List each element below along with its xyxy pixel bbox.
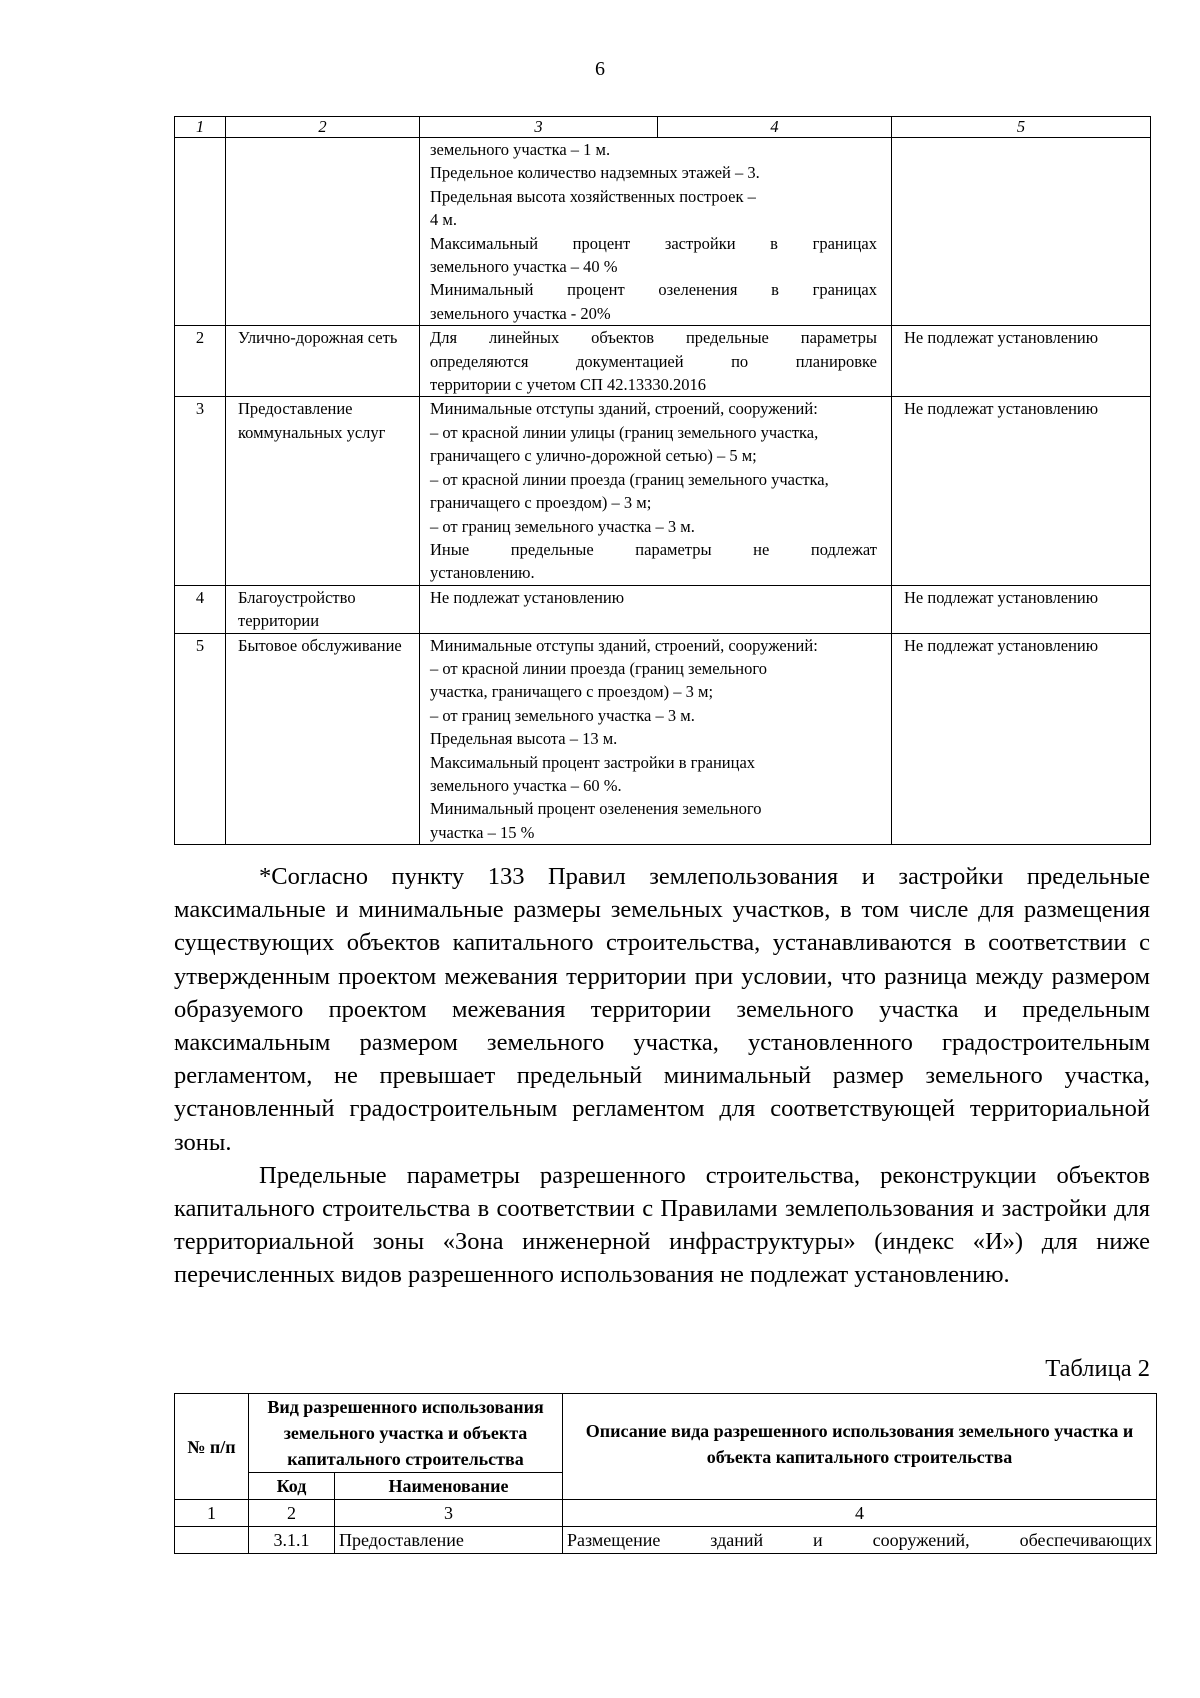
parameter-line: земельного участка – 60 %. [430,775,622,795]
parameter-line: участка – 15 % [430,822,535,842]
permitted-use-table [174,1393,1157,1554]
parameter-line: Предельное количество надземных этажей – 3. [430,163,760,183]
table2-num-3: 3 [335,1500,563,1527]
parameter-line: Минимальные отступы зданий, строений, сооружений: [430,635,818,655]
parameter-line: определяются документацией по планировке [430,351,877,371]
header-cell-4-text: 4 [770,117,779,136]
col-desc-header: Описание вида разрешенного использования земельного участка и объекта капитального строительства [563,1394,1157,1500]
parameter-line: – от красной линии улицы (границ земельного участка, [430,422,819,442]
parameter-line: – от красной линии проезда (границ земельного участка, [430,469,829,489]
parameter-line: Для линейных объектов предельные параметры [430,328,877,348]
parameters-table [174,116,1151,845]
parameter-line: Минимальный процент озеленения земельного [430,799,762,819]
row-use-name: Бытовое обслуживание [226,633,420,845]
table2-row-num [175,1527,249,1554]
table-row [175,138,1151,326]
table2-number-row [175,1500,1157,1527]
parameter-line: Максимальный процент застройки в границах [430,233,877,253]
col-group-header: Вид разрешенного использования земельного участка и объекта капитального строительства [249,1394,563,1473]
row-use-name: Предоставление коммунальных услуг [226,397,420,585]
table2-row-desc: Размещение зданий и сооружений, обеспечивающих [563,1527,1157,1554]
page-number: 6 [595,58,605,80]
parameter-line: – от границ земельного участка – 3 м. [430,516,695,536]
row-number: 2 [175,326,226,397]
table2-row-code: 3.1.1 [249,1527,335,1554]
parameter-line: – от границ земельного участка – 3 м. [430,705,695,725]
row-parameters [420,326,892,397]
parameter-line: – от красной линии проезда (границ земельного [430,658,767,678]
parameter-line: земельного участка - 20% [430,303,611,323]
parameter-line: земельного участка – 40 % [430,257,618,277]
table-row [175,326,1151,397]
row-number: 5 [175,633,226,845]
parameter-line: участка, граничащего с проездом) – 3 м; [430,682,714,702]
table-row [175,585,1151,633]
parameter-line: территории с учетом СП 42.13330.2016 [430,375,707,395]
table-row [175,633,1151,845]
parameter-line: установлению. [430,563,535,583]
parameter-line: Предельная высота хозяйственных построек – [430,186,756,206]
table2-row-name: Предоставление [335,1527,563,1554]
header-cell-2: 2 [226,117,420,138]
parameter-line: 4 м. [430,210,457,230]
parameter-line: граничащего с улично-дорожной сетью) – 5 м; [430,446,757,466]
parameter-line: Иные предельные параметры не подлежат [430,539,877,559]
header-cell-3-text: 3 [420,117,658,137]
row-parameters [420,397,892,585]
row-parameters [420,585,892,633]
row-col5: Не подлежат установлению [892,397,1151,585]
header-cell-5: 5 [892,117,1151,138]
row-use-name [226,138,420,326]
parameter-line: Минимальный процент озеленения в границах [430,280,877,300]
paragraph-limits: Предельные параметры разрешенного строительства, реконструкции объектов капитального строительства в соответствии с Правилами землепользования и застройки для территориальной зоны «Зона инженерной инфраструктуры» (индекс «И») для ниже перечисленных видов разрешенного использования не подлежат установлению. [174,1161,1150,1289]
row-number: 4 [175,585,226,633]
table-row [175,1527,1157,1554]
row-col5: Не подлежат установлению [892,326,1151,397]
row-col5: Не подлежат установлению [892,633,1151,845]
table2-num-2: 2 [249,1500,335,1527]
body-text [174,860,1150,1292]
col-num-header: № п/п [175,1394,249,1500]
table2-header-row [175,1394,1157,1473]
table-row [175,397,1151,585]
row-use-name: Благоустройство территории [226,585,420,633]
parameter-line: Минимальные отступы зданий, строений, сооружений: [430,399,818,419]
row-parameters [420,138,892,326]
row-col5: Не подлежат установлению [892,585,1151,633]
row-number: 3 [175,397,226,585]
table2-num-4: 4 [563,1500,1157,1527]
parameter-line: земельного участка – 1 м. [430,140,611,159]
paragraph-note: *Согласно пункту 133 Правил землепользования и застройки предельные максимальные и минимальные размеры земельных участков, в том числе для размещения существующих объектов капитального строительства, устанавливаются в соответствии с утвержденным проектом межевания территории при условии, что разница между размером образуемого проектом межевания территории земельного участка и предельным максимальным размером земельного участка, установленного градостроительным регламентом, не превышает предельный минимальный размер земельного участка, установленный градостроительным регламентом для соответствующей территориальной зоны. [174,863,1150,1156]
table2-num-1: 1 [175,1500,249,1527]
col-code-header: Код [249,1473,335,1500]
header-cell-1: 1 [175,117,226,138]
header-cell-3 [420,117,892,138]
parameter-line: Максимальный процент застройки в границах [430,752,756,772]
row-number [175,138,226,326]
row-col5 [892,138,1151,326]
parameter-line: Не подлежат установлению [430,587,625,607]
table-header-row [175,117,1151,138]
parameter-line: граничащего с проездом) – 3 м; [430,493,652,513]
table2-caption: Таблица 2 [1045,1355,1150,1382]
row-use-name: Улично-дорожная сеть [226,326,420,397]
col-name-header: Наименование [335,1473,563,1500]
parameter-line: Предельная высота – 13 м. [430,729,618,749]
row-parameters [420,633,892,845]
